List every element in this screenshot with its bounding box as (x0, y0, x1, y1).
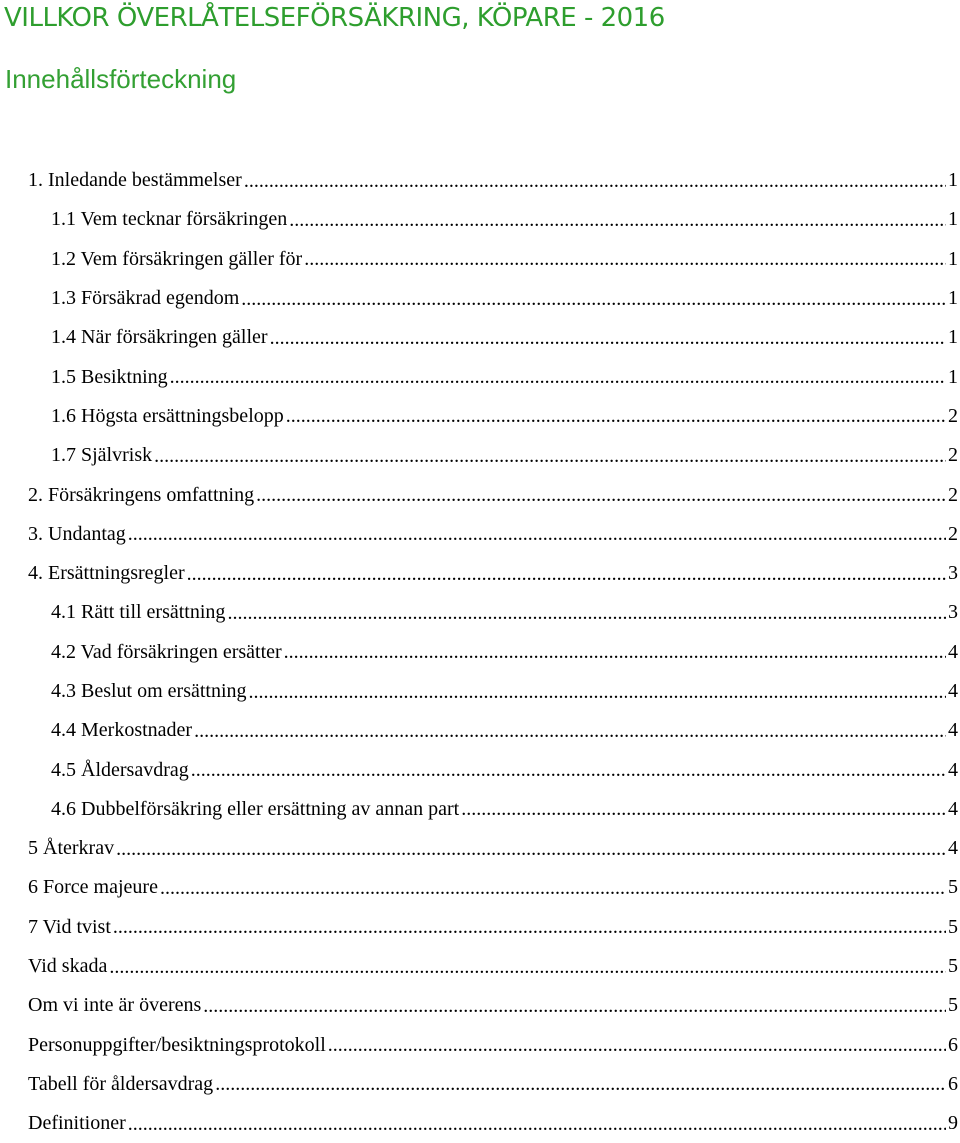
toc-entry-label: 1.1 Vem tecknar försäkringen (51, 208, 288, 231)
toc-entry-label: 7 Vid tvist (28, 915, 111, 938)
toc-dot-leader (160, 876, 946, 900)
toc-dot-leader (203, 994, 946, 1018)
toc-entry[interactable] (0, 986, 960, 1025)
toc-entry-page-number: 4 (948, 640, 958, 663)
toc-entry-page-number: 6 (948, 1033, 958, 1056)
toc-entry[interactable] (0, 790, 960, 829)
toc-dot-leader (284, 640, 946, 664)
toc-entry-label: Om vi inte är överens (28, 994, 202, 1017)
toc-entry-page-number: 4 (948, 758, 958, 781)
toc-entry[interactable] (0, 633, 960, 672)
toc-dot-leader (215, 1072, 946, 1096)
toc-entry-label: 3. Undantag (28, 522, 126, 545)
toc-entry-page-number: 5 (948, 994, 958, 1017)
toc-dot-leader (249, 680, 946, 704)
toc-entry-label: 4.4 Merkostnader (51, 719, 193, 742)
toc-dot-leader (244, 169, 946, 193)
toc-entry[interactable] (0, 554, 960, 593)
toc-entry-label: Tabell för åldersavdrag (28, 1072, 214, 1095)
toc-entry-page-number: 9 (948, 1112, 958, 1135)
toc-entry[interactable] (0, 318, 960, 357)
toc-entry-page-number: 2 (948, 483, 958, 506)
toc-entry-label: 1. Inledande bestämmelser (28, 169, 242, 192)
toc-dot-leader (286, 404, 946, 428)
toc-entry-label: 4.5 Åldersavdrag (51, 758, 189, 781)
toc-entry[interactable] (0, 240, 960, 279)
toc-entry[interactable] (0, 1026, 960, 1065)
toc-dot-leader (270, 326, 946, 350)
toc-entry-label: 6 Force majeure (28, 876, 158, 899)
toc-entry[interactable] (0, 593, 960, 632)
toc-entry-label: Personuppgifter/besiktningsprotokoll (28, 1033, 326, 1056)
toc-entry[interactable] (0, 672, 960, 711)
toc-entry[interactable] (0, 1065, 960, 1104)
toc-entry-page-number: 4 (948, 837, 958, 860)
toc-dot-leader (113, 915, 946, 939)
toc-entry[interactable] (0, 475, 960, 514)
toc-entry-label: 1.2 Vem försäkringen gäller för (51, 247, 303, 270)
toc-entry-page-number: 4 (948, 680, 958, 702)
toc-entry-page-number: 5 (948, 915, 958, 938)
toc-entry-label: 1.3 Försäkrad egendom (51, 287, 240, 310)
toc-entry-label: 4.3 Beslut om ersättning (51, 680, 247, 702)
toc-entry[interactable] (0, 868, 960, 907)
table-of-contents (0, 161, 960, 1143)
toc-dot-leader (128, 522, 946, 546)
toc-entry-label: 4.2 Vad försäkringen ersätter (51, 640, 282, 663)
toc-dot-leader (328, 1033, 946, 1057)
toc-entry-label: 4. Ersättningsregler (28, 562, 185, 585)
toc-entry[interactable] (0, 750, 960, 789)
toc-dot-leader (227, 601, 946, 625)
toc-dot-leader (304, 247, 946, 271)
toc-entry-page-number: 1 (948, 208, 958, 231)
toc-entry-page-number: 1 (948, 287, 958, 310)
toc-entry-label: 4.1 Rätt till ersättning (51, 601, 226, 624)
toc-dot-leader (256, 483, 946, 507)
toc-heading: Innehållsförteckning (5, 64, 237, 94)
toc-dot-leader (194, 719, 946, 743)
toc-dot-leader (116, 837, 946, 861)
toc-entry[interactable] (0, 200, 960, 239)
toc-entry-page-number: 5 (948, 955, 958, 978)
toc-entry[interactable] (0, 357, 960, 396)
toc-entry-label: 1.4 När försäkringen gäller (51, 326, 268, 349)
toc-entry-label: Vid skada (28, 955, 108, 978)
toc-entry[interactable] (0, 947, 960, 986)
toc-entry[interactable] (0, 1104, 960, 1143)
toc-entry-label: 1.5 Besiktning (51, 365, 168, 388)
toc-dot-leader (170, 365, 946, 389)
toc-dot-leader (109, 955, 946, 979)
toc-entry[interactable] (0, 279, 960, 318)
toc-dot-leader (191, 758, 946, 782)
toc-entry-page-number: 1 (948, 326, 958, 349)
toc-entry[interactable] (0, 161, 960, 200)
toc-entry[interactable] (0, 515, 960, 554)
toc-entry-page-number: 3 (948, 562, 958, 585)
toc-entry[interactable] (0, 436, 960, 475)
toc-dot-leader (461, 797, 946, 821)
toc-entry-page-number: 5 (948, 876, 958, 899)
toc-entry[interactable] (0, 829, 960, 868)
toc-entry-page-number: 3 (948, 601, 958, 624)
toc-entry-page-number: 6 (948, 1072, 958, 1095)
toc-entry[interactable] (0, 711, 960, 750)
toc-entry-label: 1.6 Högsta ersättningsbelopp (51, 404, 284, 427)
toc-dot-leader (289, 208, 946, 232)
toc-entry-label: 5 Återkrav (28, 837, 115, 860)
toc-entry-label: 4.6 Dubbelförsäkring eller ersättning av annan part (51, 797, 460, 820)
toc-entry-page-number: 1 (948, 169, 958, 192)
toc-entry[interactable] (0, 908, 960, 947)
toc-entry-page-number: 2 (948, 444, 958, 467)
toc-dot-leader (187, 562, 946, 586)
toc-entry-label: 2. Försäkringens omfattning (28, 483, 255, 506)
toc-entry-page-number: 1 (948, 365, 958, 388)
toc-entry[interactable] (0, 397, 960, 436)
toc-dot-leader (128, 1112, 946, 1136)
toc-dot-leader (241, 287, 946, 311)
toc-entry-label: 1.7 Självrisk (51, 444, 153, 467)
toc-entry-page-number: 4 (948, 797, 958, 820)
toc-entry-label: Definitioner (28, 1112, 126, 1135)
toc-dot-leader (154, 444, 946, 468)
toc-entry-page-number: 2 (948, 404, 958, 427)
toc-entry-page-number: 2 (948, 522, 958, 545)
toc-entry-page-number: 1 (948, 247, 958, 270)
document-title: VILLKOR ÖVERLÅTELSEFÖRSÄKRING, KÖPARE - 2016 (4, 3, 665, 33)
toc-entry-page-number: 4 (948, 719, 958, 742)
